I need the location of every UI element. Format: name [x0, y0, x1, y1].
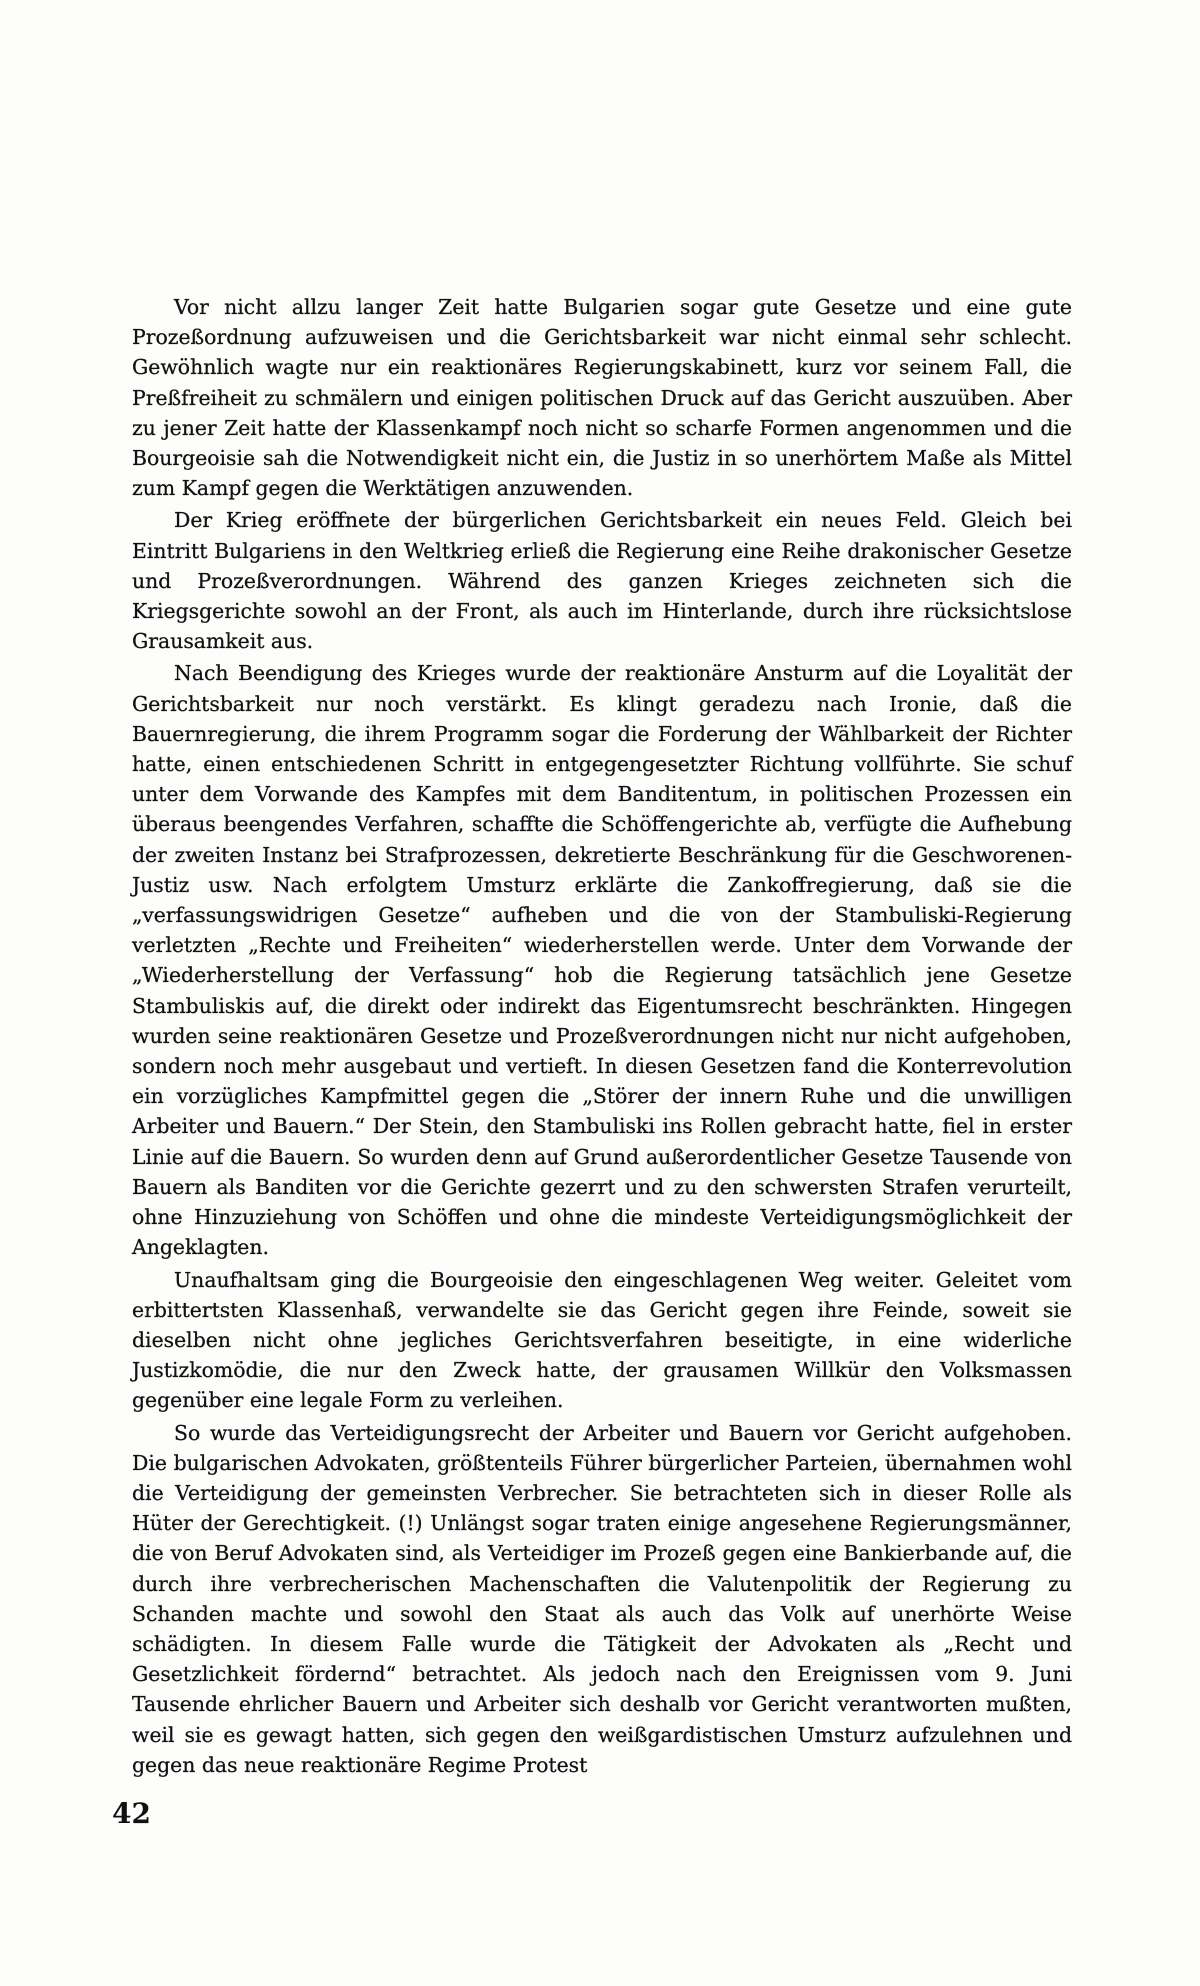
- paragraph-3: Nach Beendigung des Krieges wurde der reaktionäre Ansturm auf die Loyalität der Gerichtsbarkeit nur noch verstärkt. Es klingt geradezu nach Ironie, daß die Bauernregierung, die ihrem Programm sogar die Forderung der Wählbarkeit der Richter hatte, einen entschiedenen Schritt in entgegengesetzter Richtung vollführte. Sie schuf unter dem Vorwande des Kampfes mit dem Banditentum, in politischen Prozessen ein überaus beengendes Verfahren, schaffte die Schöffengerichte ab, verfügte die Aufhebung der zweiten Instanz bei Strafprozessen, dekretierte Beschränkung für die Geschworenen-Justiz usw. Nach erfolgtem Umsturz erklärte die Zankoffregierung, daß sie die „verfassungswidrigen Gesetze“ aufheben und die von der Stambuliski-Regierung verletzten „Rechte und Freiheiten“ wiederherstellen werde. Unter dem Vorwande der „Wiederherstellung der Verfassung“ hob die Regierung tatsächlich jene Gesetze Stambuliskis auf, die direkt oder indirekt das Eigentumsrecht beschränkten. Hingegen wurden seine reaktionären Gesetze und Prozeßverordnungen nicht nur nicht aufgehoben, sondern noch mehr ausgebaut und vertieft. In diesen Gesetzen fand die Konterrevolution ein vorzügliches Kampfmittel gegen die „Störer der innern Ruhe und die unwilligen Arbeiter und Bauern.“ Der Stein, den Stambuliski ins Rollen gebracht hatte, fiel in erster Linie auf die Bauern. So wurden denn auf Grund außerordentlicher Gesetze Tausende von Bauern als Banditen vor die Gerichte gezerrt und zu den schwersten Strafen verurteilt, ohne Hinzuziehung von Schöffen und ohne die mindeste Verteidigungsmöglichkeit der Angeklagten.: [132, 661, 1072, 1260]
- page-number: 42: [112, 1797, 151, 1830]
- body-text: [132, 292, 1072, 1780]
- paragraph-1: Vor nicht allzu langer Zeit hatte Bulgarien sogar gute Gesetze und eine gute Prozeßordnung aufzuweisen und die Gerichtsbarkeit war nicht einmal sehr schlecht. Gewöhnlich wagte nur ein reaktionäres Regierungskabinett, kurz vor seinem Fall, die Preßfreiheit zu schmälern und einigen politischen Druck auf das Gericht auszuüben. Aber zu jener Zeit hatte der Klassenkampf noch nicht so scharfe Formen angenommen und die Bourgeoisie sah die Notwendigkeit nicht ein, die Justiz in so unerhörtem Maße als Mittel zum Kampf gegen die Werktätigen anzuwenden.: [132, 295, 1072, 501]
- paragraph-4: Unaufhaltsam ging die Bourgeoisie den eingeschlagenen Weg weiter. Geleitet vom erbittertsten Klassenhaß, verwandelte sie das Gericht gegen ihre Feinde, soweit sie dieselben nicht ohne jegliches Gerichtsverfahren beseitigte, in eine widerliche Justizkomödie, die nur den Zweck hatte, der grausamen Willkür den Volksmassen gegenüber eine legale Form zu verleihen.: [132, 1267, 1072, 1413]
- paragraph-5: So wurde das Verteidigungsrecht der Arbeiter und Bauern vor Gericht aufgehoben. Die bulgarischen Advokaten, größtenteils Führer bürgerlicher Parteien, übernahmen wohl die Verteidigung der gemeinsten Verbrecher. Sie betrachteten sich in dieser Rolle als Hüter der Gerechtigkeit. (!) Unlängst sogar traten einige angesehene Regierungsmänner, die von Beruf Advokaten sind, als Verteidiger im Prozeß gegen eine Bankierbande auf, die durch ihre verbrecherischen Machenschaften die Valutenpolitik der Regierung zu Schanden machte und sowohl den Staat als auch das Volk auf unerhörte Weise schädigten. In diesem Falle wurde die Tätigkeit der Advokaten als „Recht und Gesetzlichkeit fördernd“ betrachtet. Als jedoch nach den Ereignissen vom 9. Juni Tausende ehrlicher Bauern und Arbeiter sich deshalb vor Gericht verantworten mußten, weil sie es gewagt hatten, sich gegen den weißgardistischen Umsturz aufzulehnen und gegen das neue reaktionäre Regime Protest: [132, 1420, 1072, 1777]
- paragraph-2: Der Krieg eröffnete der bürgerlichen Gerichtsbarkeit ein neues Feld. Gleich bei Eintritt Bulgariens in den Weltkrieg erließ die Regierung eine Reihe drakonischer Gesetze und Prozeßverordnungen. Während des ganzen Krieges zeichneten sich die Kriegsgerichte sowohl an der Front, als auch im Hinterlande, durch ihre rücksichtslose Grausamkeit aus.: [132, 508, 1072, 654]
